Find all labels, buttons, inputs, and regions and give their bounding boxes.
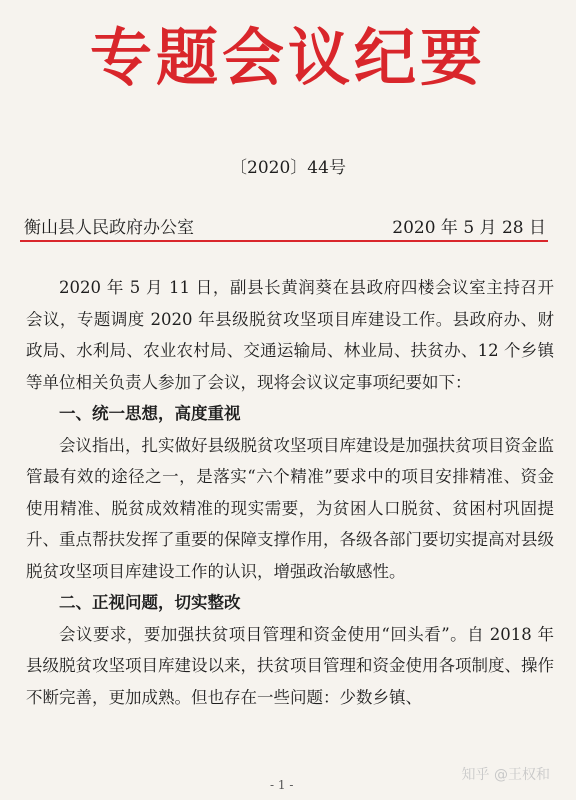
intro-paragraph: 2020 年 5 月 11 日，副县长黄润葵在县政府四楼会议室主持召开会议，专题调度 2020 年县级脱贫攻坚项目库建设工作。县政府办、财政局、水利局、农业农村局、交通运输局、林业局、扶贫办、12 个乡镇等单位相关负责人参加了会议，现将会议议定事项纪要如下： bbox=[26, 278, 554, 392]
document-title: 专题会议纪要 bbox=[89, 21, 486, 94]
document-body bbox=[26, 272, 554, 713]
issuing-office: 衡山县人民政府办公室 bbox=[24, 218, 194, 238]
section-heading-1: 一、统一思想，高度重视 bbox=[59, 404, 241, 423]
section-heading-2: 二、正视问题，切实整改 bbox=[59, 593, 241, 612]
document-number: 〔2020〕44号 bbox=[230, 158, 346, 178]
watermark-text: 知乎 @王权和 bbox=[461, 767, 550, 783]
section-paragraph-1: 会议指出，扎实做好县级脱贫攻坚项目库建设是加强扶贫项目资金监管最有效的途径之一，是落实“六个精准”要求中的项目安排精准、资金使用精准、脱贫成效精准的现实需要，为贫困人口脱贫、贫困村巩固提升、重点帮扶发挥了重要的保障支撑作用，各级各部门要切实提高对县级脱贫攻坚项目库建设工作的认识，增强政治敏感性。 bbox=[26, 435, 554, 581]
page-number: - 1 - bbox=[270, 778, 294, 792]
section-paragraph-2: 会议要求，要加强扶贫项目管理和资金使用“回头看”。自 2018 年县级脱贫攻坚项目库建设以来，扶贫项目管理和资金使用各项制度、操作不断完善，更加成熟。但也存在一些问题：少数乡镇、 bbox=[26, 624, 554, 707]
issue-date: 2020 年 5 月 28 日 bbox=[392, 218, 546, 238]
red-divider-line bbox=[20, 240, 548, 242]
